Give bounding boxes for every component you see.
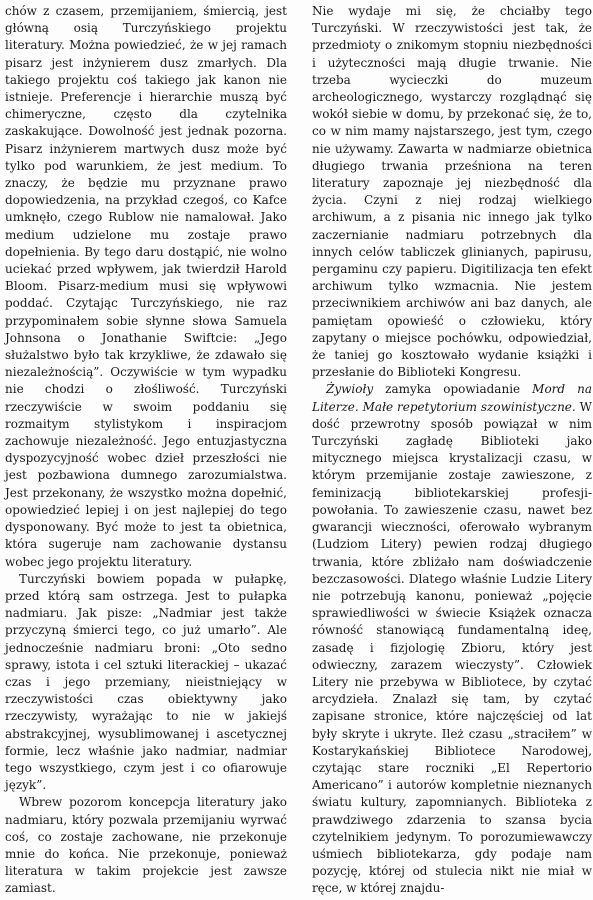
paragraph: Turczyński bowiem popada w pułapkę, przed którą sam ostrzega. Jest to pułapka nadmiaru. Jak pisze: „Nadmiar jest także przyczyną śmierci tego, co już umarło”. Ale jednocześnie nadmiaru broni: „Oto sedno sprawy, istota i cel sztuki literackiej – ukazać czas i jego przemiany, nieistniejący w rzeczywistości czas obiektywny jako rzeczywisty, wyrażając to nie w jakiejś abstrakcyjnej, wysublimowanej i ascetycznej formie, lecz właśnie jako nadmiar, nadmiar tego wszystkiego, czym jest i co ofiarowuje język”. xyxy=(5,571,287,793)
paragraph xyxy=(312,3,592,381)
paragraph: Wbrew pozorom koncepcja literatury jako nadmiaru, który pozwala przemijaniu wyrwać coś, co zostaje zachowane, nie przekonuje mnie do końca. Nie przekonuje, ponieważ literatura w takim projekcie jest zawsze zamiast. xyxy=(5,795,287,896)
text-run: W dość przewrotny sposób powiązał w nim Turczyński zagładę Biblioteki jako mitycznego miejsca krystalizacji czasu, w którym przemijanie zostaje zawieszone, z feminizacją bibliotekarskiej profesji-powołania. To zawieszenie czasu, nawet bez gwarancji wieczności, oferowało wybranym (Ludziom Litery) pewien rodzaj długiego trwania, które zbliżało nam doświadczenie bezczasowości. Dlatego właśnie Ludzie Litery nie potrzebują kanonu, ponieważ „pojęcie sprawiedliwości w świecie Książek oznacza równość stanowiącą fundamentalną ideę, zasadę i fizjologię Zbioru, który jest odwieczny, zarazem wieczysty”. Człowiek Litery nie przebywa w Bibliotece, by czytać arcydzieła. Znalazł się tam, by czytać zapisane stronice, które najczęściej od lat były skryte i ukryte. Ileż czasu „straciłem” w Kostarykańskiej Bibliotece Narodowej, czytając stare roczniki „El Repertorio Americano” i autorów kompletnie nieznanych światu kultury, zapomnianych. Biblioteka z prawdziwego zdarzenia to szansa bycia czytelnikiem jedynym. To porozumiewawczy uśmiech bibliotekarza, gdy podaje nam pozycję, której od stulecia nikt nie miał w ręce, w której znajdu- xyxy=(312,399,592,896)
right-column xyxy=(312,3,592,898)
text-run: Nie wydaje mi się, że chciałby tego Turczyński. W rzeczywistości jest tak, że przedmioty o znikomym stopniu niezbędności i użyteczności mają długie trwanie. Nie trzeba wycieczki do muzeum archeologicznego, wystarczy rozglądnąć się wokół siebie w domu, by przekonać się, że to, co w nim mamy najstarszego, jest tym, czego nie używamy. Zawarta w nadmiarze obietnica długiego trwania prześniona na teren literatury zapoznaje jej niezbędność dla życia. Czyni z niej rodzaj wielkiego archiwum, a z pisania nic innego jak tylko zaczernianie nadmiaru potrzebnych dla innych celów tabliczek glinianych, papirusu, pergaminu czy papieru. Digitilizacja ten efekt archiwum tylko wzmacnia. Nie jestem przeciwnikiem archiwów ani baz danych, ale pamiętam opowieść o człowieku, który zapytany o miejsce pochówku, odpowiedział, że taniej go kosztowało wydanie książki i przesłanie do Biblioteki Kongresu. xyxy=(312,4,592,380)
italic-title: Mord na Literze. Małe repetytorium szowinistyczne. xyxy=(312,382,592,414)
italic-title: Żywioły xyxy=(326,382,374,397)
left-column xyxy=(5,3,287,898)
text-run: zamyka opowiadanie xyxy=(373,382,533,397)
paragraph xyxy=(312,381,592,897)
paragraph: chów z czasem, przemijaniem, śmiercią, jest główną osią Turczyńskiego projektu literatury. Można powiedzieć, że w jej ramach pisarz jest inżynierem dusz zmarłych. Dla takiego projektu coś takiego jak kanon nie istnieje. Preferencje i hierarchie muszą być chimeryczne, często dla czytelnika zaskakujące. Dowolność jest jednak pozorna. Pisarz inżynierem martwych dusz może być tylko pod warunkiem, że jest medium. To znaczy, że będzie mu przyznane prawo dopowiedzenia, na przykład czegoś, co Kafce umknęło, czego Rublow nie namalował. Jako medium udzielone mu zostaje prawo dopełnienia. By tego daru dostąpić, nie wolno uciekać przed wpływem, jak twierdził Harold Bloom. Pisarz-medium musi się wpływowi poddać. Czytając Turczyńskiego, nie raz przypominałem sobie słynne słowa Samuela Johnsona o Jonathanie Swiftcie: „Jego służalstwo było tak krzykliwe, że zdawało się niezależnością”. Oczywiście w tym wypadku nie chodzi o złośliwość. Turczyński rzeczywiście w swoim poddaniu się rozmaitym stylistykom i inspiracjom zachowuje niezależność. Jego entuzjastyczna dyspozycyjność wobec dzieł przeszłości nie jest pozbawiona dumnego zarozumialstwa. Jest przekonany, że wszystko można dopełnić, opowiedzieć lepiej i on jest najlepiej do tego dysponowany. Być może to jest ta obietnica, która sugeruje nam zachowanie dystansu wobec jego projektu literatury. xyxy=(5,4,287,569)
